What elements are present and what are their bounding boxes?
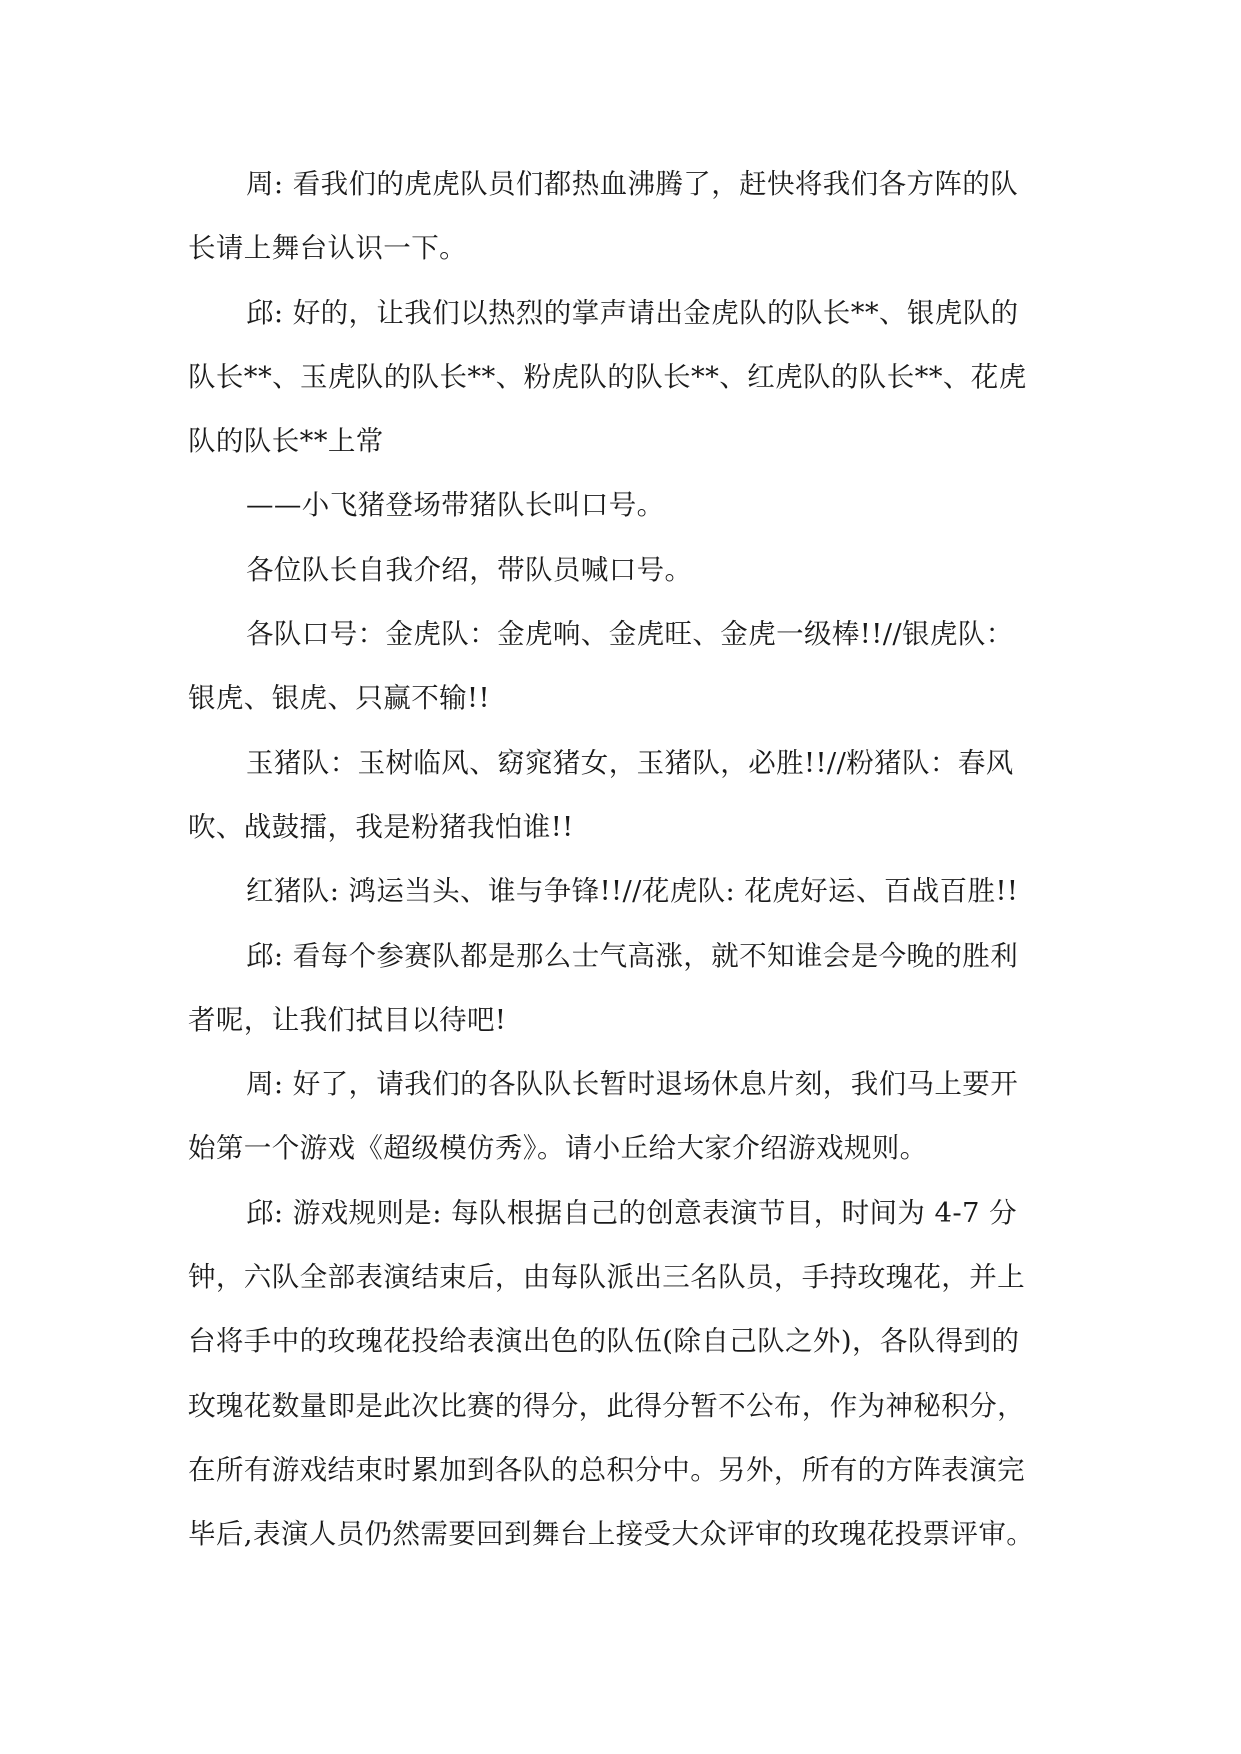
paragraph-stage-direction [188,473,1058,537]
text-line: 长请上舞台认识一下。 [188,232,467,265]
paragraph-game-rules [188,1181,1058,1567]
text-line: 邱: 游戏规则是: 每队根据自己的创意表演节目，时间为 4-7 分 [246,1196,1017,1229]
paragraph-qiu-2 [188,924,1058,1053]
text-line: 玫瑰花数量即是此次比赛的得分，此得分暂不公布，作为神秘积分， [188,1389,1025,1422]
text-line: 各位队长自我介绍，带队员喊口号。 [246,553,693,586]
text-line: 邱: 好的，让我们以热烈的掌声请出金虎队的队长**、银虎队的 [246,296,1019,329]
text-line: 始第一个游戏《超级模仿秀》。请小丘给大家介绍游戏规则。 [188,1132,928,1165]
text-line: 周: 好了，请我们的各队队长暂时退场休息片刻，我们马上要开 [246,1068,1019,1101]
document-body [188,152,1058,1567]
text-line: 吹、战鼓擂，我是粉猪我怕谁!! [188,810,574,843]
paragraph-zhou-2 [188,1052,1058,1181]
text-line: 银虎、银虎、只赢不输!! [188,682,490,715]
text-line: 各队口号：金虎队：金虎响、金虎旺、金虎一级棒!!//银虎队： [246,618,1014,651]
text-line: 队长**、玉虎队的队长**、粉虎队的队长**、红虎队的队长**、花虎 [188,360,1027,393]
paragraph-slogans-pig [188,731,1058,860]
text-line: 周: 看我们的虎虎队员们都热血沸腾了，赶快将我们各方阵的队 [246,168,1019,200]
text-line: 钟，六队全部表演结束后，由每队派出三名队员，手持玫瑰花，并上 [188,1261,1025,1294]
paragraph-slogans-tiger [188,602,1058,731]
text-line: 玉猪队：玉树临风、窈窕猪女，玉猪队，必胜!!//粉猪队：春风 [246,746,1014,779]
text-line: 者呢，让我们拭目以待吧! [188,1003,507,1036]
paragraph-captain-intro [188,538,1058,602]
text-line: 毕后,表演人员仍然需要回到舞台上接受大众评审的玫瑰花投票评审。 [188,1518,1035,1551]
paragraph-qiu-1 [188,281,1058,474]
paragraph-zhou-1 [188,152,1058,281]
text-line: 邱: 看每个参赛队都是那么士气高涨，就不知谁会是今晚的胜利 [246,939,1019,972]
text-line: 在所有游戏结束时累加到各队的总积分中。另外，所有的方阵表演完 [188,1453,1025,1486]
text-line: 台将手中的玫瑰花投给表演出色的队伍(除自己队之外)，各队得到的 [188,1325,1020,1358]
paragraph-slogans-red-flower [188,859,1058,923]
text-line: 队的队长**上常 [188,425,384,458]
text-line: ——小飞猪登场带猪队长叫口号。 [246,489,665,522]
text-line: 红猪队: 鸿运当头、谁与争锋!!//花虎队: 花虎好运、百战百胜!! [246,875,1019,908]
